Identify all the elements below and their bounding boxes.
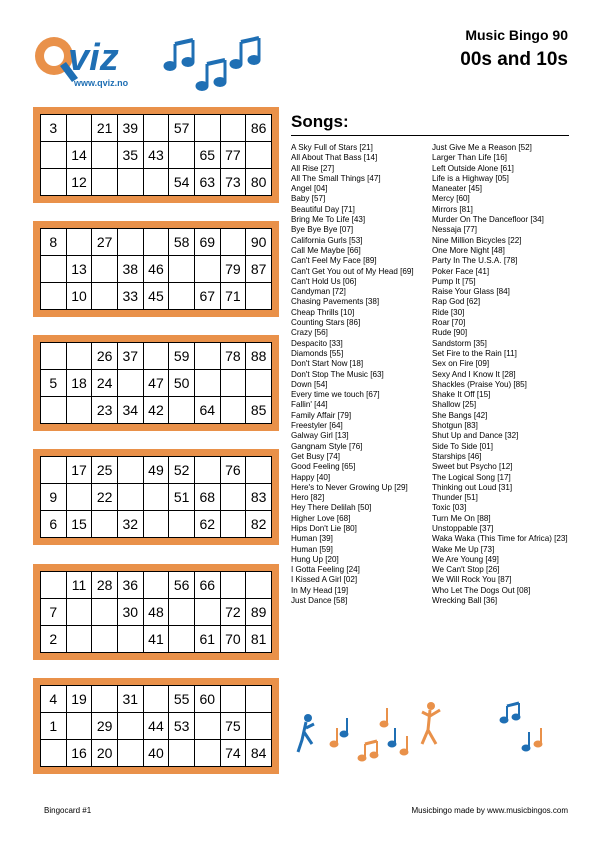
bingo-cell <box>169 740 195 767</box>
bingo-cell: 67 <box>194 283 220 310</box>
bingo-cell: 59 <box>169 343 195 370</box>
bingo-cell <box>194 256 220 283</box>
bingo-cell: 74 <box>220 740 246 767</box>
song-item: Sexy And I Know It [28] <box>432 369 516 379</box>
bingo-card-5 <box>33 564 279 660</box>
card-row <box>41 283 272 310</box>
bingo-card-3 <box>33 335 279 431</box>
song-item: Poker Face [41] <box>432 266 490 276</box>
song-item: Candyman [72] <box>291 287 346 297</box>
song-item: Mercy [60] <box>432 194 470 204</box>
song-item: Sandstorm [35] <box>432 338 487 348</box>
song-item: Sex on Fire [09] <box>432 359 490 369</box>
song-item: Thinking out Loud [31] <box>432 482 513 492</box>
bingo-cell <box>117 457 143 484</box>
song-list-column-1 <box>291 143 414 606</box>
bingo-cell <box>92 686 118 713</box>
song-item: The Logical Song [17] <box>432 472 511 482</box>
bingo-cell <box>220 511 246 538</box>
song-item: Freestyler [64] <box>291 421 343 431</box>
song-item: Thunder [51] <box>432 493 478 503</box>
bingo-cell: 52 <box>169 457 195 484</box>
bingo-cell: 9 <box>41 484 67 511</box>
bingo-cell: 84 <box>246 740 272 767</box>
card-row <box>41 229 272 256</box>
bingo-cell <box>194 370 220 397</box>
song-item: Shut Up and Dance [32] <box>432 431 519 441</box>
songs-divider <box>291 135 569 136</box>
song-item: Murder On The Dancefloor [34] <box>432 215 544 225</box>
song-item: Human [39] <box>291 534 333 544</box>
bingo-cell <box>66 343 92 370</box>
bingo-cell <box>66 484 92 511</box>
page-title <box>460 27 568 71</box>
song-item: Wrecking Ball [36] <box>432 596 498 606</box>
song-item: Bring Me To Life [43] <box>291 215 366 225</box>
title-line-1: Music Bingo 90 <box>465 27 568 43</box>
bingo-cell: 1 <box>41 713 67 740</box>
bingo-cell: 21 <box>92 115 118 142</box>
song-item: We Are Young [49] <box>432 554 499 564</box>
bingo-cell <box>41 572 67 599</box>
bingo-cell: 55 <box>169 686 195 713</box>
bingo-cell: 47 <box>143 370 169 397</box>
song-item: Nessaja [77] <box>432 225 477 235</box>
bingo-card-2 <box>33 221 279 317</box>
bingo-cell <box>246 686 272 713</box>
bingo-cell: 38 <box>117 256 143 283</box>
song-item: Shackles (Praise You) [85] <box>432 379 527 389</box>
bingo-cell: 65 <box>194 142 220 169</box>
song-item: All Rise [27] <box>291 163 335 173</box>
bingo-cell: 68 <box>194 484 220 511</box>
bingo-cell: 42 <box>143 397 169 424</box>
bingo-cell <box>169 142 195 169</box>
bingo-cell: 17 <box>66 457 92 484</box>
songs-heading: Songs: <box>291 112 349 131</box>
song-item: California Gurls [53] <box>291 235 363 245</box>
song-item: Can't Get You out of My Head [69] <box>291 266 414 276</box>
bingo-cell: 13 <box>66 256 92 283</box>
svg-text:viz: viz <box>68 37 119 79</box>
bingo-cell <box>41 169 67 196</box>
bingo-cell: 8 <box>41 229 67 256</box>
bingo-cell: 4 <box>41 686 67 713</box>
bingo-card-4 <box>33 449 279 545</box>
bingo-cell <box>194 457 220 484</box>
song-item: Mirrors [81] <box>432 204 473 214</box>
bingo-cell: 10 <box>66 283 92 310</box>
song-item: Fallin' [44] <box>291 400 328 410</box>
bingo-cell <box>92 256 118 283</box>
song-item: Nine Million Bicycles [22] <box>432 235 522 245</box>
title-line-2: 00s and 10s <box>460 49 568 70</box>
bingo-cell: 72 <box>220 599 246 626</box>
song-item: Life is a Highway [05] <box>432 173 509 183</box>
bingo-cell: 39 <box>117 115 143 142</box>
bingo-cell <box>220 686 246 713</box>
bingo-card-1 <box>33 107 279 203</box>
bingo-cell: 66 <box>194 572 220 599</box>
bingo-cell <box>220 484 246 511</box>
bingo-cell: 37 <box>117 343 143 370</box>
song-item: We Can't Stop [26] <box>432 565 500 575</box>
bingo-cell: 86 <box>246 115 272 142</box>
bingo-cell <box>143 686 169 713</box>
bingo-cell: 82 <box>246 511 272 538</box>
song-list-column-2 <box>432 143 568 606</box>
bingo-cell: 46 <box>143 256 169 283</box>
bingo-cell: 83 <box>246 484 272 511</box>
song-item: Galway Girl [13] <box>291 431 349 441</box>
song-item: Cheap Thrills [10] <box>291 307 355 317</box>
bingo-cell <box>41 256 67 283</box>
bingo-cell: 80 <box>246 169 272 196</box>
bingo-cell <box>169 626 195 653</box>
bingo-cell <box>66 115 92 142</box>
song-item: Can't Feel My Face [89] <box>291 256 377 266</box>
song-item: Just Dance [58] <box>291 596 348 606</box>
card-row <box>41 572 272 599</box>
bingo-cell: 48 <box>143 599 169 626</box>
bingo-cell: 71 <box>220 283 246 310</box>
bingo-cell: 7 <box>41 599 67 626</box>
bingo-cell <box>117 713 143 740</box>
bingo-cell: 57 <box>169 115 195 142</box>
dancers-illustration <box>294 700 558 772</box>
card-row <box>41 740 272 767</box>
song-item: Bye Bye Bye [07] <box>291 225 354 235</box>
bingo-cell <box>41 283 67 310</box>
bingo-cell: 33 <box>117 283 143 310</box>
bingo-cell <box>194 713 220 740</box>
bingo-cell <box>41 740 67 767</box>
bingo-cell <box>117 229 143 256</box>
bingo-cell: 41 <box>143 626 169 653</box>
card-row <box>41 256 272 283</box>
card-row <box>41 599 272 626</box>
bingo-cell: 87 <box>246 256 272 283</box>
bingo-cell: 31 <box>117 686 143 713</box>
card-row <box>41 370 272 397</box>
bingo-cell: 27 <box>92 229 118 256</box>
bingo-cell: 88 <box>246 343 272 370</box>
song-item: Shallow [25] <box>432 400 477 410</box>
song-item: All About That Bass [14] <box>291 153 378 163</box>
bingo-cell <box>246 142 272 169</box>
song-item: Set Fire to the Rain [11] <box>432 348 517 358</box>
bingo-cell: 73 <box>220 169 246 196</box>
bingo-cell: 78 <box>220 343 246 370</box>
bingo-cell <box>246 457 272 484</box>
bingo-cell: 49 <box>143 457 169 484</box>
bingo-cell: 12 <box>66 169 92 196</box>
note-icon <box>330 708 542 761</box>
card-row <box>41 626 272 653</box>
bingo-cell <box>92 169 118 196</box>
bingo-cell <box>66 397 92 424</box>
bingo-cell: 23 <box>92 397 118 424</box>
song-item: Hips Don't Lie [80] <box>291 523 357 533</box>
song-item: Despacito [33] <box>291 338 343 348</box>
bingo-cell: 3 <box>41 115 67 142</box>
bingo-cell: 18 <box>66 370 92 397</box>
bingo-cell: 56 <box>169 572 195 599</box>
bingo-cell <box>143 343 169 370</box>
dancer-icon <box>422 702 440 744</box>
song-item: Shake It Off [15] <box>432 390 491 400</box>
bingo-cell: 5 <box>41 370 67 397</box>
bingo-cell: 77 <box>220 142 246 169</box>
bingo-cell: 40 <box>143 740 169 767</box>
bingo-cell <box>41 142 67 169</box>
song-item: Rap God [62] <box>432 297 481 307</box>
bingo-cell <box>220 229 246 256</box>
song-item: Call Me Maybe [66] <box>291 245 361 255</box>
song-item: Shotgun [83] <box>432 421 478 431</box>
bingo-cell: 16 <box>66 740 92 767</box>
bingo-cell: 76 <box>220 457 246 484</box>
bingo-cell <box>143 229 169 256</box>
song-item: In My Head [19] <box>291 585 349 595</box>
bingo-cell: 89 <box>246 599 272 626</box>
card-row <box>41 343 272 370</box>
bingo-cell <box>117 626 143 653</box>
song-item: She Bangs [42] <box>432 410 488 420</box>
song-item: Sweet but Psycho [12] <box>432 462 513 472</box>
card-row <box>41 686 272 713</box>
bingo-cell: 85 <box>246 397 272 424</box>
bingo-cell <box>246 370 272 397</box>
bingo-cell: 15 <box>66 511 92 538</box>
song-item: Waka Waka (This Time for Africa) [23] <box>432 534 568 544</box>
card-row <box>41 115 272 142</box>
bingo-cell <box>246 572 272 599</box>
bingo-cell: 90 <box>246 229 272 256</box>
song-item: Hero [82] <box>291 493 325 503</box>
song-item: Maneater [45] <box>432 184 482 194</box>
song-item: Higher Love [68] <box>291 513 351 523</box>
bingo-cell <box>66 229 92 256</box>
song-item: Get Busy [74] <box>291 451 341 461</box>
song-item: Rude [90] <box>432 328 468 338</box>
song-item: Chasing Pavements [38] <box>291 297 380 307</box>
bingo-cell: 34 <box>117 397 143 424</box>
bingo-cell <box>143 169 169 196</box>
song-item: Beautiful Day [71] <box>291 204 355 214</box>
song-item: Every time we touch [67] <box>291 390 380 400</box>
song-item: Happy [40] <box>291 472 331 482</box>
bingo-cell: 43 <box>143 142 169 169</box>
bingo-cell: 20 <box>92 740 118 767</box>
bingo-cell <box>169 511 195 538</box>
card-row <box>41 397 272 424</box>
bingo-cell <box>92 599 118 626</box>
bingo-cell <box>92 511 118 538</box>
logo-url: www.qviz.no <box>74 78 129 88</box>
bingo-cell <box>169 599 195 626</box>
bingo-cell <box>169 256 195 283</box>
bingo-cell <box>246 713 272 740</box>
bingo-card-6 <box>33 678 279 774</box>
bingo-cell <box>41 397 67 424</box>
music-notes-icon <box>160 36 270 96</box>
bingo-cell: 69 <box>194 229 220 256</box>
song-item: Turn Me On [88] <box>432 513 491 523</box>
bingo-cell <box>169 397 195 424</box>
qviz-logo <box>32 30 152 100</box>
bingo-cell <box>220 115 246 142</box>
bingo-cell: 63 <box>194 169 220 196</box>
song-item: Just Give Me a Reason [52] <box>432 143 532 152</box>
bingo-cell: 60 <box>194 686 220 713</box>
song-item: I Kissed A Girl [02] <box>291 575 358 585</box>
bingo-cell: 70 <box>220 626 246 653</box>
bingo-cell: 61 <box>194 626 220 653</box>
bingo-cell <box>143 115 169 142</box>
bingo-cell <box>117 740 143 767</box>
song-item: Unstoppable [37] <box>432 523 494 533</box>
song-item: Raise Your Glass [84] <box>432 287 510 297</box>
song-item: Human [59] <box>291 544 333 554</box>
bingo-cell: 75 <box>220 713 246 740</box>
song-item: Hey There Delilah [50] <box>291 503 372 513</box>
bingo-cell <box>92 283 118 310</box>
bingo-cell: 58 <box>169 229 195 256</box>
song-item: Larger Than Life [16] <box>432 153 507 163</box>
bingo-cell <box>246 283 272 310</box>
bingo-cell: 51 <box>169 484 195 511</box>
bingo-cell <box>194 115 220 142</box>
song-item: Counting Stars [86] <box>291 318 361 328</box>
bingo-cell <box>92 626 118 653</box>
bingo-cell <box>117 484 143 511</box>
bingo-cell <box>143 572 169 599</box>
bingo-cell: 19 <box>66 686 92 713</box>
song-item: Down [54] <box>291 379 328 389</box>
bingo-cell <box>41 457 67 484</box>
bingo-cell <box>66 599 92 626</box>
bingo-cell <box>143 484 169 511</box>
bingo-cell: 24 <box>92 370 118 397</box>
song-item: Starships [46] <box>432 451 482 461</box>
bingo-cell: 6 <box>41 511 67 538</box>
song-item: All The Small Things [47] <box>291 173 381 183</box>
bingo-cell: 64 <box>194 397 220 424</box>
bingo-cell <box>143 511 169 538</box>
bingo-cell <box>194 343 220 370</box>
song-item: Party In The U.S.A. [78] <box>432 256 518 266</box>
bingo-cell: 81 <box>246 626 272 653</box>
song-item: Don't Start Now [18] <box>291 359 364 369</box>
bingo-cell <box>194 599 220 626</box>
bingo-cell: 14 <box>66 142 92 169</box>
bingo-cell <box>117 370 143 397</box>
bingo-cell: 29 <box>92 713 118 740</box>
song-item: Gangnam Style [76] <box>291 441 363 451</box>
bingo-cell: 32 <box>117 511 143 538</box>
song-item: I Gotta Feeling [24] <box>291 565 360 575</box>
bingo-cell <box>66 626 92 653</box>
bingo-cell: 28 <box>92 572 118 599</box>
bingo-cell <box>169 283 195 310</box>
song-item: Good Feeling [65] <box>291 462 356 472</box>
song-item: Don't Stop The Music [63] <box>291 369 384 379</box>
song-item: Wake Me Up [73] <box>432 544 495 554</box>
bingo-cell <box>194 740 220 767</box>
song-item: One More Night [48] <box>432 245 505 255</box>
song-item: Angel [04] <box>291 184 328 194</box>
song-item: Diamonds [55] <box>291 348 344 358</box>
footer-credit: Musicbingo made by www.musicbingos.com <box>411 806 568 815</box>
bingo-cell <box>66 713 92 740</box>
bingo-cell: 36 <box>117 572 143 599</box>
song-item: A Sky Full of Stars [21] <box>291 143 373 152</box>
bingo-cell: 22 <box>92 484 118 511</box>
bingo-cell: 50 <box>169 370 195 397</box>
song-item: Left Outside Alone [61] <box>432 163 514 173</box>
bingo-cell: 2 <box>41 626 67 653</box>
card-row <box>41 457 272 484</box>
card-row <box>41 169 272 196</box>
song-item: Family Affair [79] <box>291 410 352 420</box>
bingo-cell <box>41 343 67 370</box>
bingo-cell: 62 <box>194 511 220 538</box>
bingo-cell <box>117 169 143 196</box>
bingo-cell <box>220 370 246 397</box>
song-item: Side To Side [01] <box>432 441 494 451</box>
bingo-cell: 79 <box>220 256 246 283</box>
bingo-cell <box>220 397 246 424</box>
song-item: Can't Hold Us [06] <box>291 276 357 286</box>
bingo-cell: 25 <box>92 457 118 484</box>
bingo-cell <box>92 142 118 169</box>
song-item: Hung Up [20] <box>291 554 339 564</box>
bingo-cell: 44 <box>143 713 169 740</box>
song-item: Here's to Never Growing Up [29] <box>291 482 408 492</box>
card-row <box>41 484 272 511</box>
card-row <box>41 713 272 740</box>
bingo-cell: 53 <box>169 713 195 740</box>
song-item: Pump It [75] <box>432 276 476 286</box>
bingo-cell: 26 <box>92 343 118 370</box>
bingo-cell: 35 <box>117 142 143 169</box>
bingo-cell: 30 <box>117 599 143 626</box>
song-item: Ride [30] <box>432 307 465 317</box>
song-item: Roar [70] <box>432 318 466 328</box>
song-item: Crazy [56] <box>291 328 328 338</box>
song-item: Baby [57] <box>291 194 326 204</box>
bingo-cell: 54 <box>169 169 195 196</box>
card-row <box>41 142 272 169</box>
card-row <box>41 511 272 538</box>
bingo-cell <box>220 572 246 599</box>
dancer-icon <box>298 714 314 752</box>
bingo-cell: 45 <box>143 283 169 310</box>
bingocard-number: Bingocard #1 <box>44 806 92 815</box>
bingo-cell: 11 <box>66 572 92 599</box>
song-item: Toxic [03] <box>432 503 467 513</box>
song-item: We Will Rock You [87] <box>432 575 512 585</box>
song-item: Who Let The Dogs Out [08] <box>432 585 531 595</box>
